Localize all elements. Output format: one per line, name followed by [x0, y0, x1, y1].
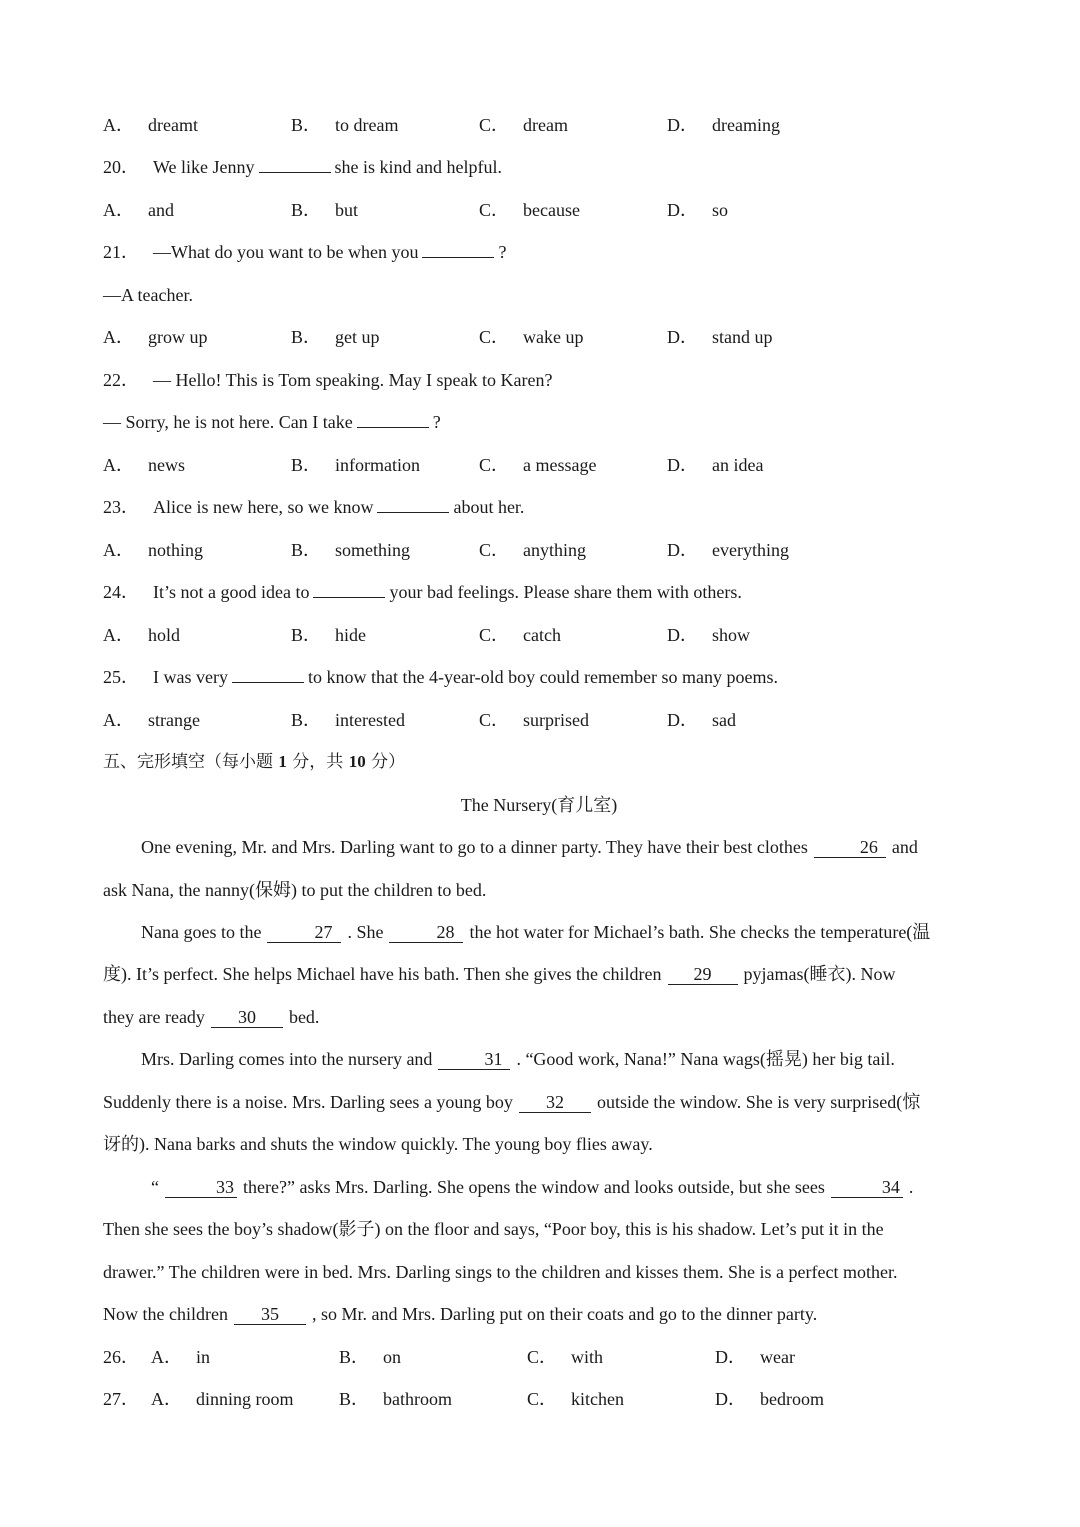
q21-answer-line: —A teacher. [103, 285, 193, 305]
q23-option-b: B． something [291, 540, 411, 560]
q23-options [103, 529, 980, 572]
q20-option-d: D． so [667, 200, 729, 220]
q24-option-b: B． hide [291, 625, 367, 645]
passage-line: Mrs. Darling comes into the nursery and 31 . “Good work, Nana!” Nana wags(摇晃) her big tail. [141, 1049, 895, 1069]
numbered-blank: 30 [211, 1007, 283, 1028]
question-number: 27． [103, 1389, 139, 1409]
q27-option-c: C． kitchen [527, 1389, 624, 1409]
numbered-blank: 33 [165, 1177, 237, 1198]
q20-option-c: C． because [479, 200, 580, 220]
numbered-blank: 31 [438, 1049, 510, 1070]
q22-reply: — Sorry, he is not here. Can I take ? [103, 412, 441, 432]
q27-option-b: B． bathroom [339, 1389, 453, 1409]
passage-line: One evening, Mr. and Mrs. Darling want to go to a dinner party. They have their best clothes 26 and [141, 837, 918, 857]
q20-options [103, 189, 980, 232]
q19-options [103, 104, 980, 147]
numbered-blank: 26 [814, 837, 886, 858]
numbered-blank: 34 [831, 1177, 903, 1198]
q22-options [103, 444, 980, 487]
answer-blank [357, 411, 429, 428]
q21-stem: 21． —What do you want to be when you ? [103, 242, 507, 262]
q24-option-c: C． catch [479, 625, 561, 645]
q25-option-c: C． surprised [479, 710, 590, 730]
q20-option-a: A． and [103, 200, 174, 220]
q25-option-b: B． interested [291, 710, 405, 730]
q24-option-a: A． hold [103, 625, 181, 645]
q24-option-d: D． show [667, 625, 751, 645]
passage-line: Nana goes to the 27 . She 28 the hot water for Michael’s bath. She checks the temperature(温 [141, 922, 931, 942]
passage-line: 讶的). Nana barks and shuts the window quickly. The young boy flies away. [103, 1134, 653, 1154]
q23-option-c: C． anything [479, 540, 587, 560]
numbered-blank: 28 [389, 922, 463, 943]
q27-options [103, 1378, 980, 1421]
q22-option-d: D． an idea [667, 455, 764, 475]
q22-option-b: B． information [291, 455, 420, 475]
question-number: 26． [103, 1347, 139, 1367]
q19-option-d: D． dreaming [667, 115, 780, 135]
q19-option-b: B． to dream [291, 115, 399, 135]
passage-title: The Nursery(育儿室) [460, 795, 618, 815]
q21-option-b: B． get up [291, 327, 380, 347]
q21-option-d: D． stand up [667, 327, 773, 347]
q26-option-a: A． in [151, 1347, 211, 1367]
q26-option-b: B． on [339, 1347, 402, 1367]
answer-blank [259, 156, 331, 173]
passage-line: they are ready 30 bed. [103, 1007, 320, 1027]
q23-stem: 23． Alice is new here, so we know about her. [103, 497, 525, 517]
q23-option-d: D． everything [667, 540, 789, 560]
q26-options [103, 1336, 980, 1379]
q25-stem: 25． I was very to know that the 4-year-old boy could remember so many poems. [103, 667, 779, 687]
numbered-blank: 29 [668, 964, 738, 985]
q24-options [103, 614, 980, 657]
answer-blank [377, 496, 449, 513]
numbered-blank: 35 [234, 1304, 306, 1325]
answer-blank [313, 581, 385, 598]
answer-blank [422, 241, 494, 258]
q22-stem: 22． — Hello! This is Tom speaking. May I speak to Karen? [103, 370, 553, 390]
q24-stem: 24． It’s not a good idea to your bad feelings. Please share them with others. [103, 582, 742, 602]
q25-option-d: D． sad [667, 710, 736, 730]
q23-option-a: A． nothing [103, 540, 204, 560]
q19-option-c: C． dream [479, 115, 568, 135]
passage-line: drawer.” The children were in bed. Mrs. Darling sings to the children and kisses them. She is a perfect mother. [103, 1262, 898, 1282]
q21-option-c: C． wake up [479, 327, 584, 347]
passage-line: Suddenly there is a noise. Mrs. Darling sees a young boy 32 outside the window. She is very surprised(惊 [103, 1092, 921, 1112]
passage-line: ask Nana, the nanny(保姆) to put the children to bed. [103, 880, 487, 900]
q21-options [103, 316, 980, 359]
numbered-blank: 32 [519, 1092, 591, 1113]
q27-option-d: D． bedroom [715, 1389, 824, 1409]
passage-line: 度). It’s perfect. She helps Michael have his bath. Then she gives the children 29 pyjamas(睡衣). Now [103, 964, 896, 984]
passage-line: Then she sees the boy’s shadow(影子) on the floor and says, “Poor boy, this is his shadow. Let’s put it in the [103, 1219, 884, 1239]
passage-line: Now the children 35 , so Mr. and Mrs. Darling put on their coats and go to the dinner party. [103, 1304, 818, 1324]
q27-option-a: A． dinning room [151, 1389, 294, 1409]
q26-option-c: C． with [527, 1347, 604, 1367]
passage-line: “ 33 there?” asks Mrs. Darling. She opens the window and looks outside, but she sees 34 . [151, 1177, 914, 1197]
q25-option-a: A． strange [103, 710, 200, 730]
q25-options [103, 699, 980, 742]
q26-option-d: D． wear [715, 1347, 795, 1367]
q22-option-c: C． a message [479, 455, 597, 475]
q19-option-a: A． dreamt [103, 115, 198, 135]
q21-option-a: A． grow up [103, 327, 208, 347]
q20-option-b: B． but [291, 200, 359, 220]
q22-option-a: A． news [103, 455, 185, 475]
answer-blank [232, 666, 304, 683]
numbered-blank: 27 [267, 922, 341, 943]
q20-stem: 20． We like Jenny she is kind and helpful. [103, 157, 503, 177]
section-heading: 五、完形填空（每小题 1 分，共 10 分） [103, 752, 406, 772]
